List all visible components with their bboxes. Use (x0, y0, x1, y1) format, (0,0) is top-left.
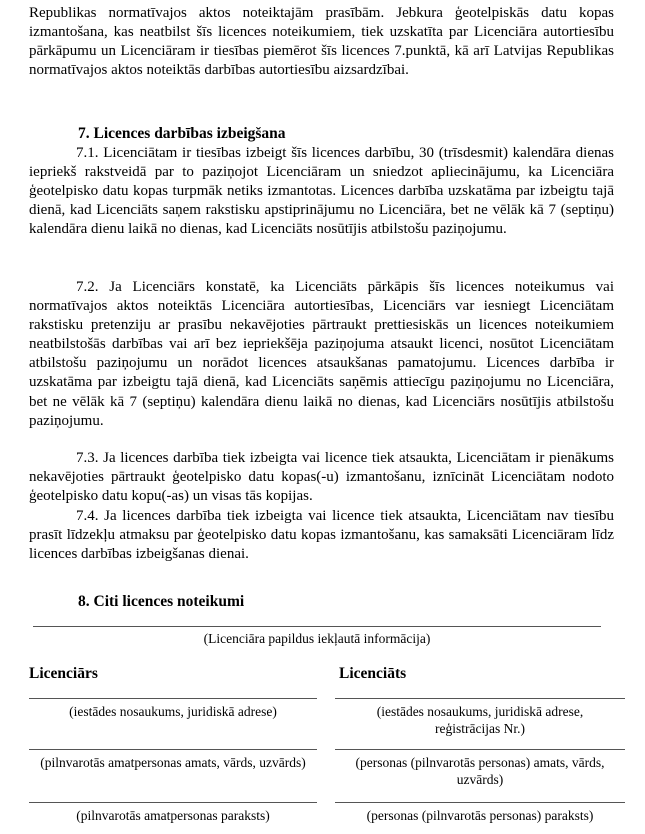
intro-paragraph: Republikas normatīvajos aktos noteiktajām prasībām. Jebkura ģeotelpiskās datu kopas izmantošana, kas neatbilst šīs licences noteikumiem, tiek uzskatīta par Licenciāra autortiesību pārkāpumu un Licenciāram ir tiesības piemērot šīs licences 7.punktā, kā arī Latvijas Republikas normatīvajos aktos noteiktās darbības autortiesību aizsardzībai. (29, 5, 614, 79)
licensor-signature-caption: (pilnvarotās amatpersonas paraksts) (76, 808, 270, 823)
licensee-official-caption: (personas (pilnvarotās personas) amats, vārds, uzvārds) (355, 755, 605, 787)
section-7-heading: 7. Licences darbības izbeigšana (78, 125, 286, 142)
licensor-official-line (29, 749, 317, 750)
licensee-official-line (335, 749, 625, 750)
licensee-signature-line (335, 802, 625, 803)
licensee-signature-caption: (personas (pilnvarotās personas) paraksts) (366, 808, 594, 823)
paragraph-7-2: 7.2. Ja Licenciārs konstatē, ka Licenciāts pārkāpis šīs licences noteikumus vai normatīvajos aktos noteiktās Licenciāra autortiesības, Licenciārs var iesniegt Licenciātam rakstisku pretenziju ar prasību nekavējoties pārtraukt prettiesiskās un licences noteikumiem neatbilstošās darbības vai arī bez iepriekšēja paziņojuma atsaukt licenci, nosūtot Licenciātam atbilstošu paziņojumu un norādot licences atsaukšanas pamatojumu. Licences darbība ir uzskatāma par izbeigtu tajā dienā, kad Licenciāts saņēmis attiecīgu paziņojumu no Licenciāra, bet ne vēlāk kā 7 (septiņu) kalendāra dienu laikā no dienas, kad Licenciārs nosūtījis atbilstošu paziņojumu. (29, 279, 614, 429)
licensor-signature-line (29, 802, 317, 803)
paragraph-7-3: 7.3. Ja licences darbība tiek izbeigta vai licence tiek atsaukta, Licenciātam ir pienākums nekavējoties pārtraukt ģeotelpisko datu kopas(-u) izmantošanu, iznīcināt Licenciātam nodoto ģeotelpisko datu kopu(-as) un visas tās kopijas. (29, 450, 614, 505)
licensor-name-caption: (iestādes nosaukums, juridiskā adrese) (69, 704, 277, 719)
additional-info-line (33, 626, 601, 627)
licensor-title: Licenciārs (29, 665, 98, 682)
licensee-name-caption: (iestādes nosaukums, juridiskā adrese, reģistrācijas Nr.) (376, 704, 584, 736)
licensor-name-line (29, 698, 317, 699)
paragraph-7-4: 7.4. Ja licences darbība tiek izbeigta vai licence tiek atsaukta, Licenciātam nav tiesību prasīt līdzekļu atmaksu par ģeotelpisko datu kopas izmantošanu, kas samaksāti Licenciāram līdz licences darbības izbeigšanas dienai. (29, 508, 614, 563)
section-8-heading: 8. Citi licences noteikumi (78, 593, 245, 610)
additional-info-caption: (Licenciāra papildus iekļautā informācija) (203, 631, 431, 646)
licensee-name-line (335, 698, 625, 699)
licensee-title: Licenciāts (339, 665, 407, 682)
licensor-official-caption: (pilnvarotās amatpersonas amats, vārds, uzvārds) (40, 755, 306, 770)
paragraph-7-1: 7.1. Licenciātam ir tiesības izbeigt šīs licences darbību, 30 (trīsdesmit) kalendāra dienas iepriekš rakstveidā par to paziņojot Licenciāram un sniedzot apliecinājumu, ka Licenciāra ģeotelpisko datu kopas turpmāk netiks izmantotas. Licences darbība uzskatāma par izbeigtu tajā dienā, kad Licenciāts saņem rakstisku apstiprinājumu no Licenciāra, bet ne vēlāk kā 7 (septiņu) kalendāra dienu laikā no dienas, kad Licenciāts nosūtījis atbilstošu paziņojumu. (29, 145, 614, 238)
